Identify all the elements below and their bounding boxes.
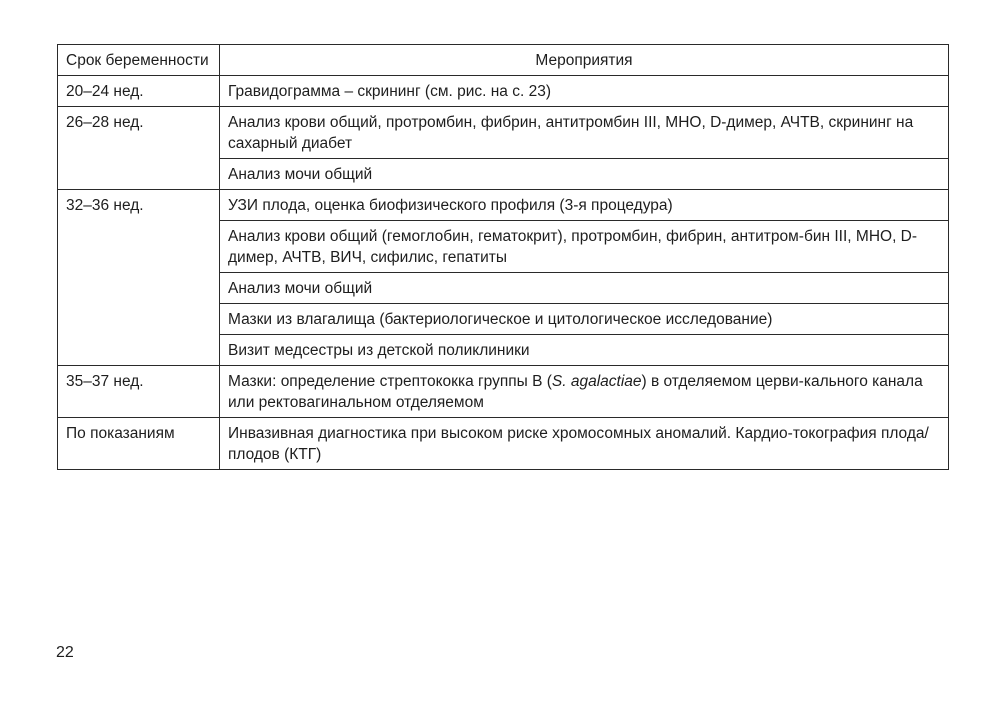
term-cell: По показаниям [58,418,220,470]
action-cell: УЗИ плода, оценка биофизического профиля (3-я процедура) [220,190,949,221]
action-cell [220,366,949,418]
action-text-after: ) в отделяемом церви-кального канала или ректовагинальном отделяемом [228,373,923,411]
table-row [58,418,949,470]
action-text-italic: S. agalactiae [551,373,642,390]
action-cell: Анализ крови общий (гемоглобин, гематокрит), протромбин, фибрин, антитром-бин III, МНО, D-димер, АЧТВ, ВИЧ, сифилис, гепатиты [220,221,949,273]
term-cell: 32–36 нед. [58,190,220,366]
action-cell: Гравидограмма – скрининг (см. рис. на с. 23) [220,76,949,107]
action-cell: Анализ мочи общий [220,159,949,190]
term-cell: 35–37 нед. [58,366,220,418]
page-number: 22 [56,644,74,661]
action-cell: Визит медсестры из детской поликлиники [220,335,949,366]
action-cell: Анализ крови общий, протромбин, фибрин, антитромбин III, МНО, D-димер, АЧТВ, скрининг на сахарный диабет [220,107,949,159]
action-cell: Анализ мочи общий [220,273,949,304]
pregnancy-schedule-table [57,44,949,470]
table-row [58,76,949,107]
action-cell: Инвазивная диагностика при высоком риске хромосомных аномалий. Кардио-токография плода/плодов (КТГ) [220,418,949,470]
table-row [58,190,949,221]
table-row [58,107,949,159]
header-term: Срок беременности [58,45,220,76]
action-cell: Мазки из влагалища (бактериологическое и цитологическое исследование) [220,304,949,335]
header-actions: Мероприятия [220,45,949,76]
table-header-row [58,45,949,76]
term-cell: 26–28 нед. [58,107,220,190]
table-row [58,366,949,418]
action-text-before: Мазки: определение стрептококка группы В ( [228,373,552,390]
term-cell: 20–24 нед. [58,76,220,107]
